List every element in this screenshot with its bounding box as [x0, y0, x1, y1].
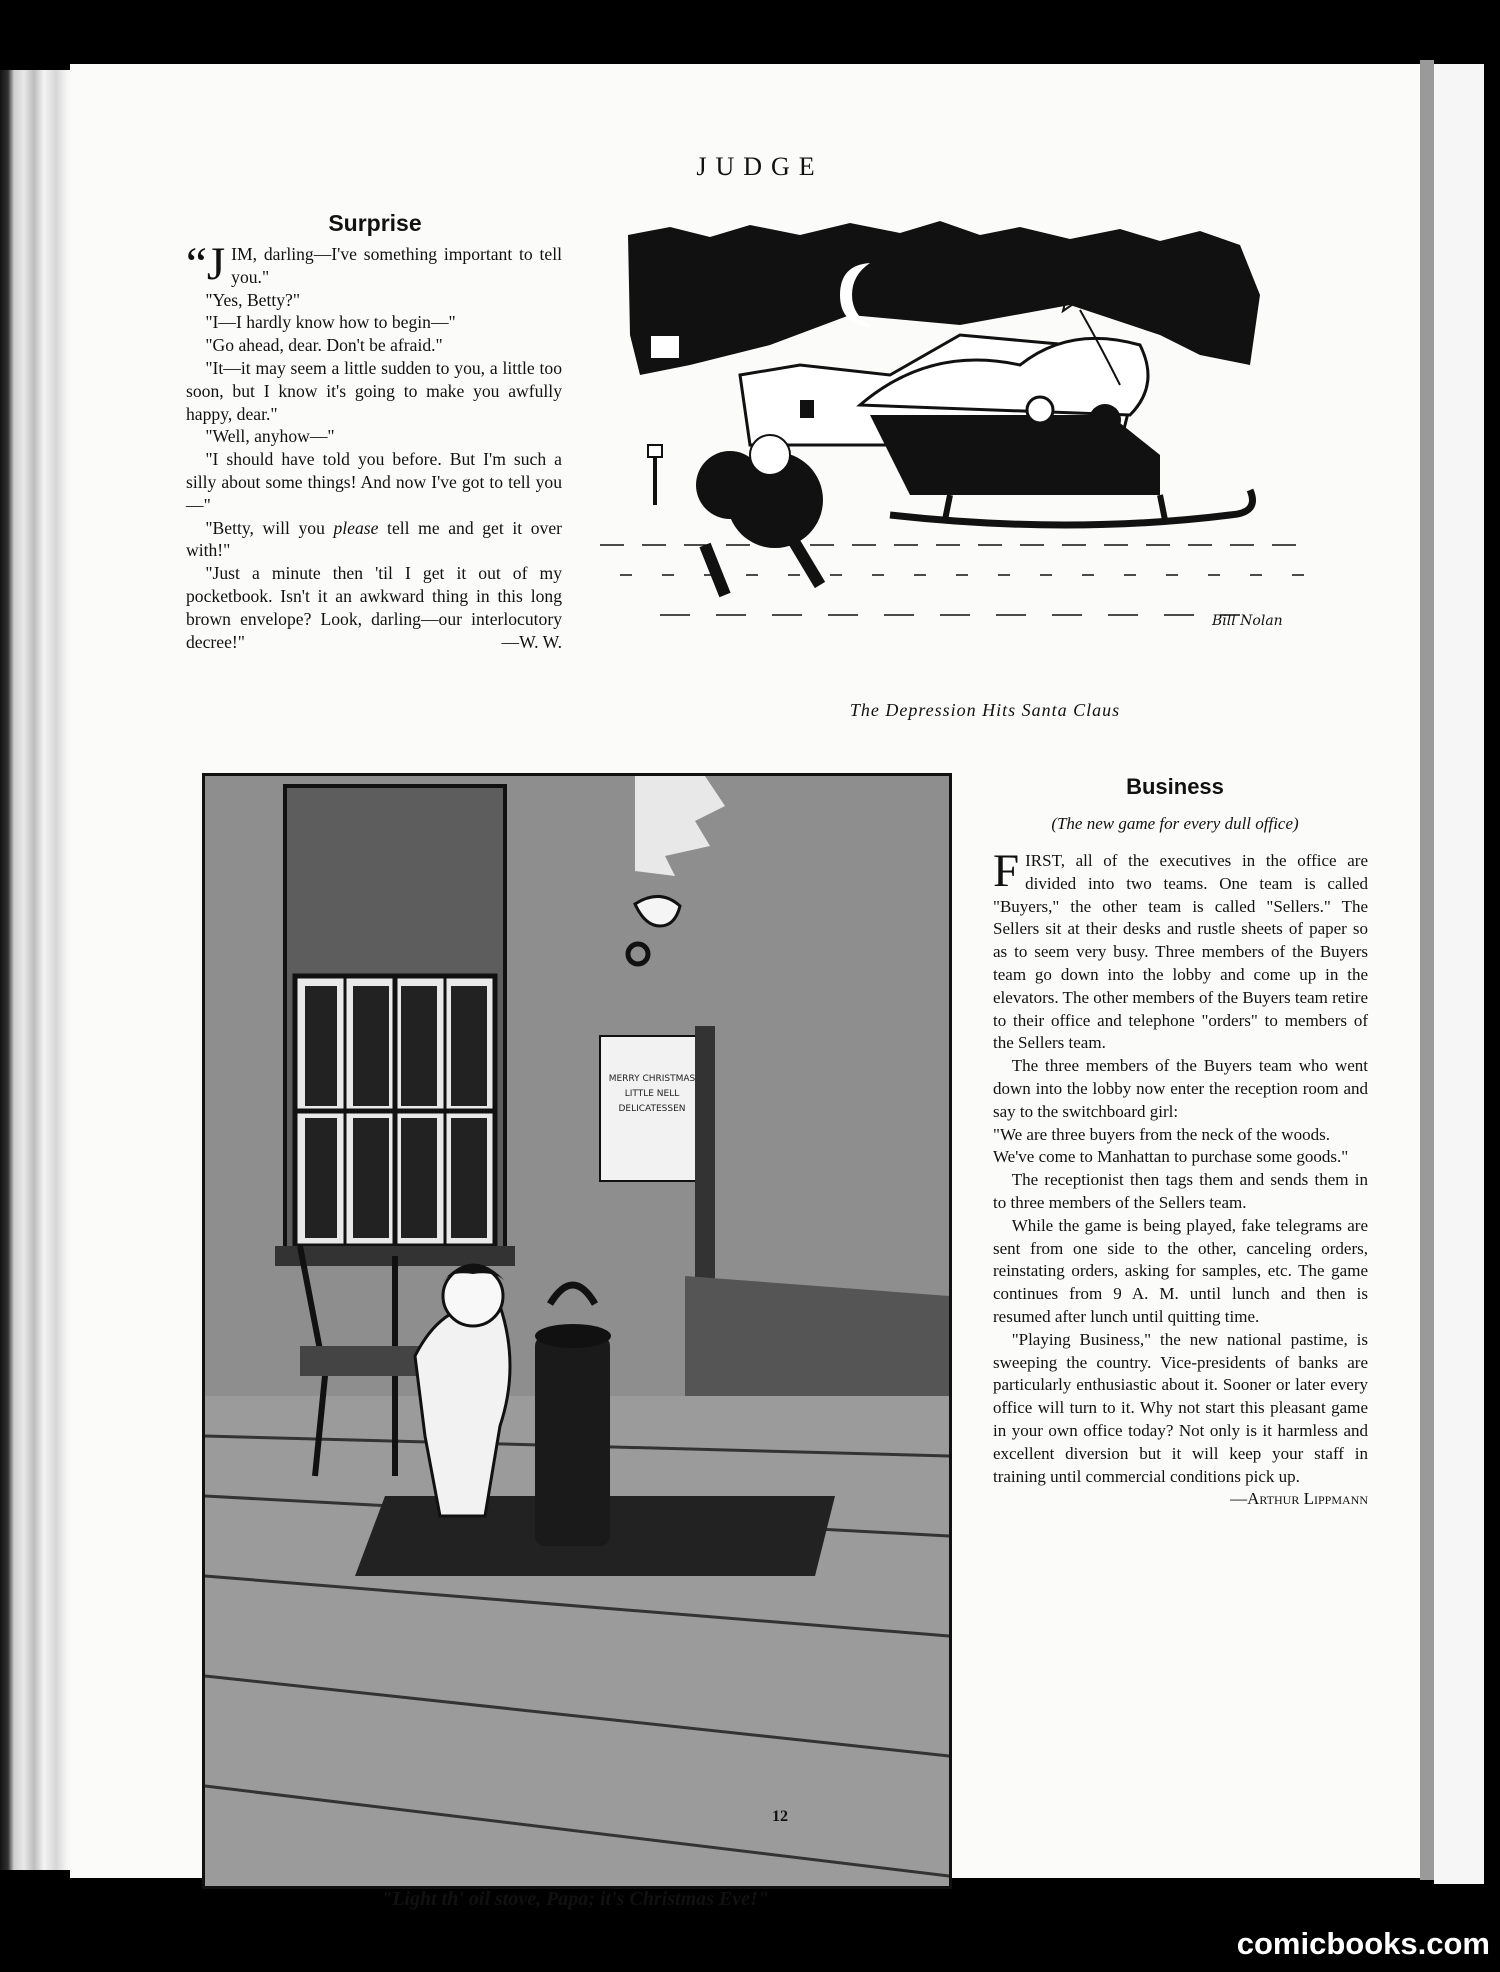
- poster-line-3: DELICATESSEN: [618, 1104, 686, 1114]
- business-para-2: The three members of the Buyers team who went down into the lobby now enter the reception room and say to the switchboard girl:: [993, 1056, 1368, 1121]
- kid-caption: "Light th' oil stove, Papa; it's Christmas Eve!": [381, 1888, 769, 1910]
- book-page-stack: [0, 70, 80, 1870]
- surprise-article: [186, 238, 563, 653]
- surprise-line: "Go ahead, dear. Don't be afraid.": [205, 335, 443, 356]
- surprise-signature: —W. W.: [501, 631, 562, 652]
- business-para-3: The receptionist then tags them and sends them in to three members of the Sellers team.: [993, 1170, 1368, 1212]
- business-verse-2: We've come to Manhattan to purchase some goods.": [993, 1147, 1349, 1167]
- surprise-dropcap: “J: [186, 238, 226, 290]
- santa-caption: The Depression Hits Santa Claus: [849, 700, 1121, 720]
- business-title: Business: [1126, 774, 1224, 799]
- business-article: [993, 845, 1368, 1511]
- business-signature: —Arthur Lippmann: [1230, 1489, 1368, 1509]
- surprise-line: "Yes, Betty?": [205, 289, 301, 310]
- surprise-last-line: "Just a minute then 'til I get it out of my pocketbook. Isn't it an awkward thing in this long brown envelope? Look, darling—our interlocutory decree!" —W. W.: [186, 563, 562, 652]
- business-para-5: "Playing Business," the new national pastime, is sweeping the country. Vice-presidents of banks are particularly enthusiastic about it. Sooner or later every office will turn to it. Why not start this pleasant game in your own office today? Not only is it harmless and excellent diversion but it will keep your staff in training until commercial conditions pick up. —Arthur Lippmann: [993, 1329, 1368, 1489]
- surprise-line: "Well, anyhow—": [205, 426, 335, 447]
- poster-line-2: LITTLE NELL: [624, 1089, 680, 1099]
- kid-cartoon: [205, 776, 949, 1886]
- business-subtitle: (The new game for every dull office): [1051, 814, 1299, 833]
- surprise-title: Surprise: [328, 210, 422, 236]
- page-gutter: [1420, 60, 1434, 1880]
- santa-artist-signature: Bill Nolan: [1212, 613, 1283, 629]
- business-para-1: [993, 845, 1368, 1055]
- business-para-1-text: all of the executives in the office are divided into two teams. One team is called "Buyers," the other team is called "Sellers." The Sellers sit at their desks and rustle sheets of paper so as to seem very busy. Three members of the Buyers team go down into the lobby and come up in the elevators. The other members of the Buyers team retire to their office and telephone "orders" to members of the Sellers team.: [993, 851, 1368, 1053]
- surprise-line: "I—I hardly know how to begin—": [205, 312, 456, 333]
- surprise-para-1: [186, 238, 563, 290]
- kid-cartoon-frame: [202, 773, 952, 1889]
- running-head: JUDGE: [696, 152, 824, 181]
- business-para-4: While the game is being played, fake telegrams are sent from one side to the other, canceling orders, reinstating orders, asking for samples, etc. The game continues from 9 A. M. until lunch and then is resumed after lunch until quitting time.: [993, 1215, 1368, 1326]
- business-verse-1: "We are three buyers from the neck of the woods.: [993, 1124, 1330, 1144]
- surprise-para-1-text: darling—I've something important to tell you.": [231, 244, 563, 287]
- business-dropcap: F: [993, 845, 1020, 897]
- business-lead: IRST,: [1025, 851, 1065, 870]
- surprise-line: "I should have told you before. But I'm such a silly about some things! And now I've got to tell you—": [186, 449, 562, 515]
- surprise-lead: IM,: [231, 244, 258, 264]
- poster-line-1: MERRY CHRISTMAS: [608, 1074, 696, 1084]
- scan-border: [1484, 64, 1500, 1884]
- surprise-betty-line: "Betty, will you please tell me and get it over with!": [186, 517, 562, 561]
- watermark: comicbooks.com: [1236, 1926, 1490, 1961]
- santa-cartoon: [600, 215, 1360, 670]
- surprise-line: "It—it may seem a little sudden to you, a little too soon, but I know it's going to make you awfully happy, dear.": [186, 357, 562, 424]
- page-number: 12: [772, 1808, 788, 1825]
